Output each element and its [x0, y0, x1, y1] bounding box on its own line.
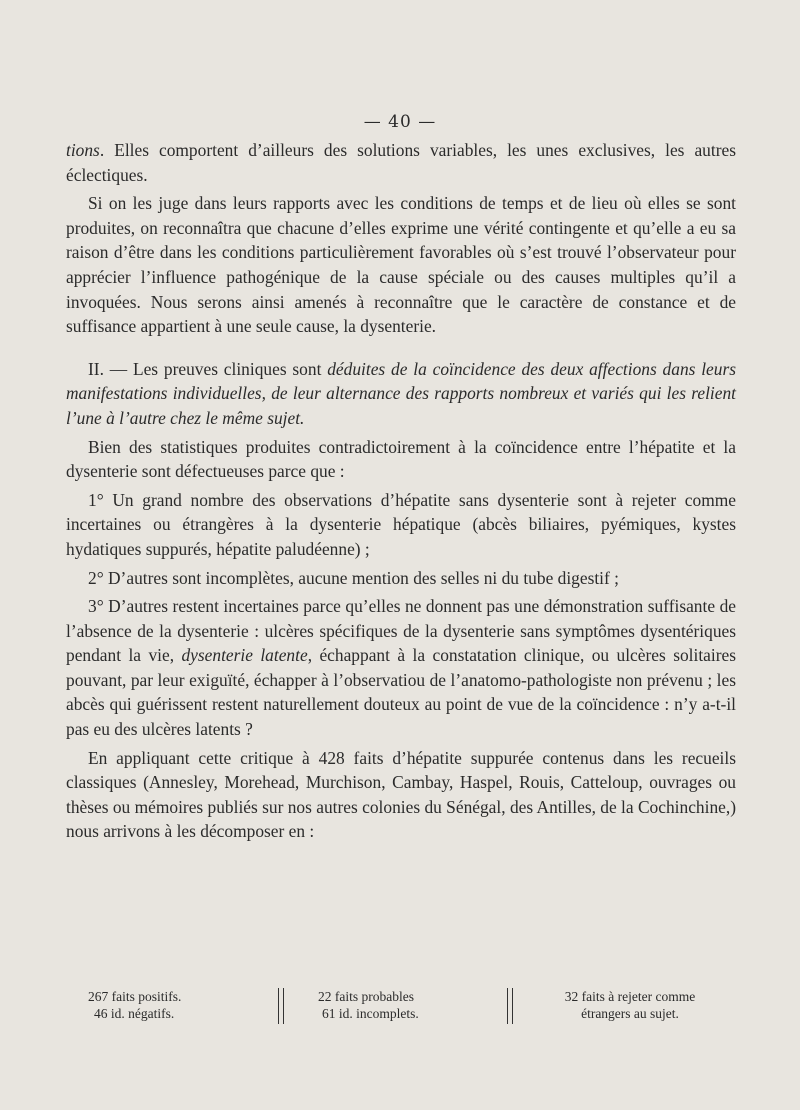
paragraph-4: Bien des statistiques produites contradictoirement à la coïncidence entre l’hépatite et la dysenterie sont défectueuses parce que :	[66, 436, 736, 482]
paragraph-8: En appliquant cette critique à 428 faits d’hépatite suppurée contenus dans les recueils classiques (Annesley, Morehead, Murchison, Cambay, Haspel, Rouis, Catteloup, ouvrages ou thèses ou mémoires publiés sur nos autres colonies du Sénégal, des Antilles, de la Cochinchine,) nous arrivons à les décomposer en :	[66, 747, 736, 842]
paragraph-6: 2° D’autres sont incomplètes, aucune mention des selles ni du tube digestif ;	[88, 567, 619, 588]
table-cell: 32 faits à rejeter comme	[564, 989, 696, 1004]
page-number: — 40 —	[363, 112, 437, 132]
italic-fragment: tions	[66, 140, 100, 160]
paragraph-2: Si on les juge dans leurs rapports avec les conditions de temps et de lieu où elles se sont produites, on reconnaîtra que chacune d’elles exprime une vérité contingente et qu’elle a eu sa raison d’être dans les conditions particulièrement favorables où s’est trouvé l’observateur pour apprécier l’influence pathogénique de la cause spéciale ou des causes multiples qu’il a invoquées. Nous serons ainsi amenés à reconnaître que le caractère de constance et de suffisance appartient à une seule cause, la dysenterie.	[66, 193, 736, 337]
table-column-3	[550, 988, 710, 1022]
body-text	[66, 138, 736, 848]
paragraph-3	[66, 357, 736, 431]
table-cell: 61 id. incomplets.	[322, 1006, 419, 1021]
table-cell: 267 faits positifs.	[88, 989, 182, 1004]
column-divider	[278, 988, 284, 1024]
table-column-1	[88, 988, 181, 1022]
column-divider	[507, 988, 513, 1024]
italic-fragment: dysenterie latente	[181, 645, 308, 666]
paragraph-1	[66, 138, 736, 187]
paragraph-7	[66, 594, 736, 742]
section-italic-text: déduites de la coïncidence des deux affections dans leurs manifestations individuelles, de leur alternance des rapports nombreux et variés qui les relient l’une à l’autre chez le même sujet.	[66, 358, 737, 428]
table-cell: 46 id. négatifs.	[94, 1006, 175, 1021]
paragraph-text: . Elles comportent d’ailleurs des solutions variables, les unes exclusives, les autres éclectiques.	[66, 140, 736, 185]
paragraph-text: , échappant à la constatation clinique, ou ulcères solitaires pouvant, par leur exiguïté, échapper à l’observatiou de l’anatomo-pathologiste non prévenu ; les abcès qui guérissent restent naturellement douteux au point de vue de la coïncidence : n’y a-t-il pas eu des ulcères latents ?	[66, 645, 736, 740]
table-cell: étrangers au sujet.	[581, 1006, 679, 1021]
section-lead: II. — Les preuves cliniques sont	[88, 358, 328, 379]
paragraph-5: 1° Un grand nombre des observations d’hépatite sans dysenterie sont à rejeter comme incertaines ou étrangères à la dysenterie hépatique (abcès biliaires, pyémiques, kystes hydatiques suppurés, hépatite paludéenne) ;	[66, 489, 736, 559]
table-cell: 22 faits probables	[318, 989, 414, 1004]
table-column-2	[318, 988, 419, 1022]
summary-table	[60, 988, 740, 1028]
paragraph-text: 3° D’autres restent incertaines parce qu’elles ne donnent pas une démonstration suffisante de l’absence de la dysenterie : ulcères spécifiques de la dysenterie sans symptômes dysentériques pendant la vie,	[66, 596, 736, 666]
